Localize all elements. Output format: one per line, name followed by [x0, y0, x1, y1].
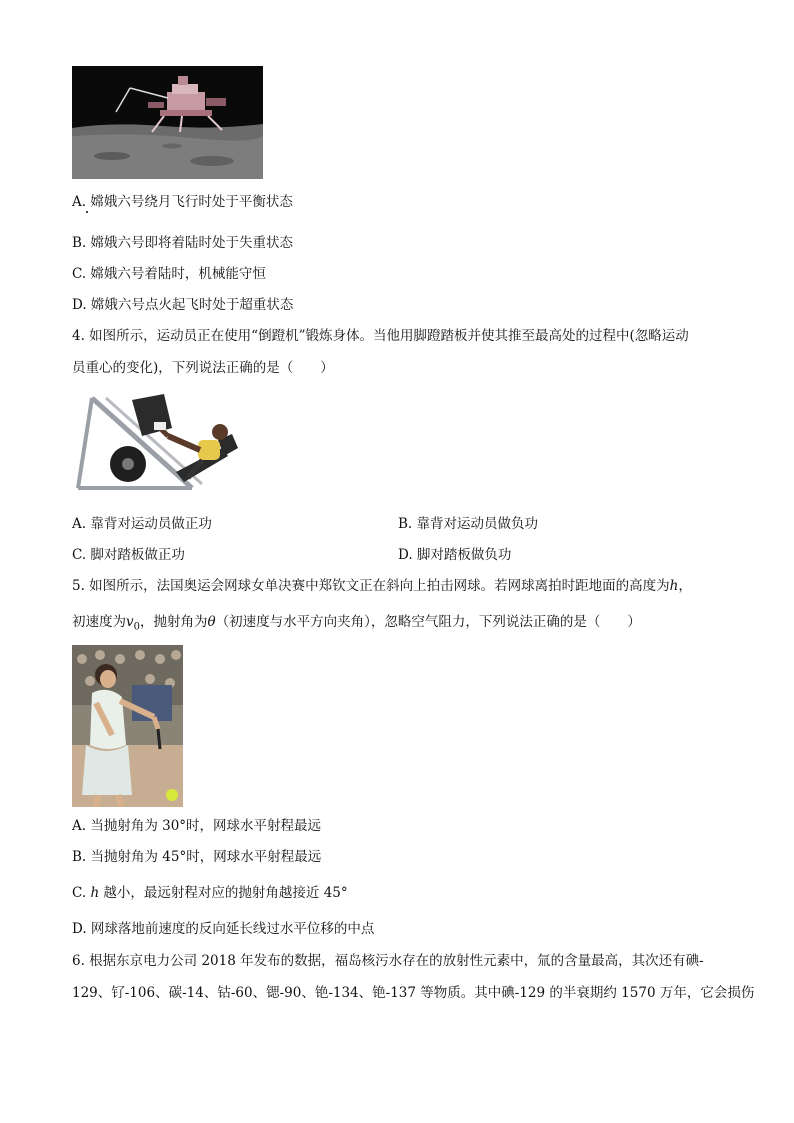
q5-option-d[interactable]: D. 网球落地前速度的反向延长线过水平位移的中点	[72, 921, 375, 937]
var-h: h	[90, 885, 100, 901]
q4-option-b[interactable]: B. 靠背对运动员做负功	[398, 516, 539, 532]
leg-press-photo	[72, 388, 244, 500]
q5-stem-line1-text: 5. 如图所示，法国奥运会网球女单决赛中郑钦文正在斜向上拍击网球。若网球离拍时距地面的高度为	[72, 578, 670, 594]
tennis-illustration	[72, 645, 183, 807]
q3-option-c[interactable]: C. 嫦娥六号着陆时，机械能守恒	[72, 266, 266, 282]
leg-press-illustration	[72, 388, 244, 500]
tennis-photo	[72, 645, 183, 807]
var-theta: θ	[207, 614, 216, 630]
q5-stem-line1-punct: ，	[678, 578, 692, 594]
q5-stem-line2-c: （初速度与水平方向夹角），忽略空气阻力，下列说法正确的是（ ）	[215, 614, 641, 630]
q4-option-c[interactable]: C. 脚对踏板做正功	[72, 547, 185, 563]
q4-option-a[interactable]: A. 靠背对运动员做正功	[72, 516, 212, 532]
var-h: h	[669, 578, 679, 594]
q5-option-c-text: 越小，最远射程对应的抛射角越接近 45°	[99, 885, 348, 901]
q5-option-a[interactable]: A. 当抛射角为 30°时，网球水平射程最远	[72, 818, 322, 834]
q5-stem-line1	[72, 577, 692, 595]
q3-option-d[interactable]: D. 嫦娥六号点火起飞时处于超重状态	[72, 297, 294, 313]
lander-photo	[72, 66, 263, 179]
q5-option-c[interactable]	[72, 884, 348, 902]
stray-dot	[86, 211, 88, 213]
var-v0-subscript: 0	[133, 621, 141, 633]
q6-stem-line1: 6. 根据东京电力公司 2018 年发布的数据，福岛核污水存在的放射性元素中，氚的含量最高，其次还有碘-	[72, 953, 704, 969]
var-v0: v	[126, 614, 134, 630]
q4-stem-line2: 员重心的变化)，下列说法正确的是（ ）	[72, 360, 334, 376]
q4-stem-line1: 4. 如图所示，运动员正在使用“倒蹬机”锻炼身体。当他用脚蹬踏板并使其推至最高处的过程中(忽略运动	[72, 328, 689, 344]
q6-stem-line2: 129、钌-106、碳-14、钴-60、锶-90、铯-134、铯-137 等物质。其中碘-129 的半衰期约 1570 万年，它会损伤	[72, 985, 755, 1001]
q5-stem-line2-b: ，抛射角为	[140, 614, 208, 630]
q5-stem-line2-a: 初速度为	[72, 614, 126, 630]
q5-stem-line2	[72, 613, 641, 637]
q4-option-d[interactable]: D. 脚对踏板做负功	[398, 547, 512, 563]
q5-option-c-label: C.	[72, 885, 91, 901]
q3-option-b[interactable]: B. 嫦娥六号即将着陆时处于失重状态	[72, 235, 294, 251]
q3-option-a[interactable]: A. 嫦娥六号绕月飞行时处于平衡状态	[72, 194, 293, 210]
q5-option-b[interactable]: B. 当抛射角为 45°时，网球水平射程最远	[72, 849, 322, 865]
lander-illustration	[72, 66, 263, 179]
